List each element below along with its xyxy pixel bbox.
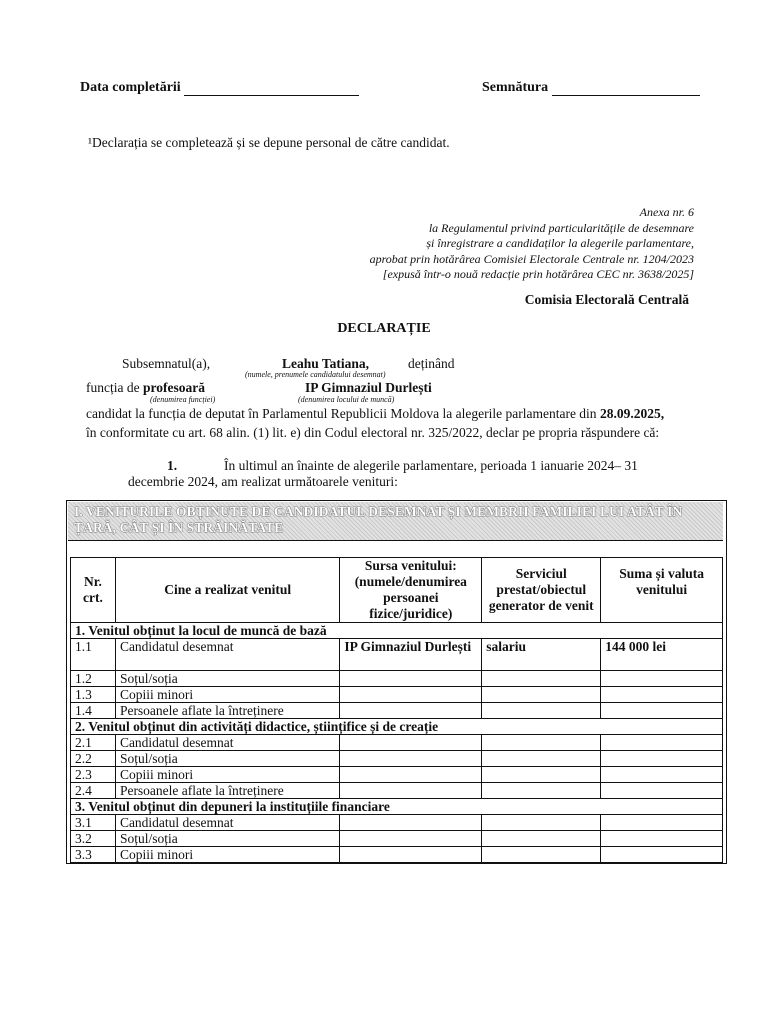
row-amount[interactable] [601, 671, 723, 687]
header-who: Cine a realizat venitul [115, 558, 339, 623]
row-amount[interactable] [601, 767, 723, 783]
table-row [71, 815, 723, 831]
header-service: Serviciul prestat/obiectul generator de venit [482, 558, 601, 623]
table-row [71, 783, 723, 799]
row-who: Candidatul desemnat [115, 735, 339, 751]
row-source[interactable] [340, 783, 482, 799]
row-service[interactable] [482, 831, 601, 847]
row-who: Copiii minori [115, 687, 339, 703]
row-amount[interactable] [601, 815, 723, 831]
issuing-authority: Comisia Electorală Centrală [524, 292, 689, 307]
row-service[interactable] [482, 687, 601, 703]
item-text-line1: În ultimul an înainte de alegerile parlamentare, perioada 1 ianuarie 2024– 31 [224, 458, 638, 473]
item-number: 1. [167, 458, 178, 473]
row-number: 3.1 [71, 815, 116, 831]
section-heading: 1. Venitul obținut la locul de muncă de bază [71, 623, 723, 639]
row-amount[interactable] [601, 831, 723, 847]
row-number: 1.4 [71, 703, 116, 719]
document-title: DECLARAȚIE [337, 321, 431, 336]
signature-label: Semnătura [482, 80, 549, 95]
row-who: Candidatul desemnat [115, 639, 339, 671]
section-banner-text: I. VENITURILE OBȚINUTE DE CANDIDATUL DESEMNAT ȘI MEMBRII FAMILIEI LUI ATÂT ÎN ȚARĂ, CÂT ȘI ÎN STRĂINĂTATE [74, 504, 683, 535]
table-row [71, 687, 723, 703]
table-row [71, 703, 723, 719]
row-source[interactable] [340, 831, 482, 847]
row-service[interactable] [482, 671, 601, 687]
row-source[interactable]: IP Gimnaziul Durlești [340, 639, 482, 671]
row-who: Copiii minori [115, 847, 339, 863]
position-caption: (denumirea funcției) [150, 395, 216, 404]
date-blank[interactable] [184, 81, 359, 96]
footnote: ¹Declarația se completează și se depune personal de către candidat. [88, 135, 450, 150]
candidate-workplace[interactable]: IP Gimnaziul Durlești [305, 380, 432, 395]
section-heading: 2. Venitul obținut din activități didactice, științifice și de creație [71, 719, 723, 735]
section-row [71, 799, 723, 815]
election-date: 28.09.2025, [599, 406, 665, 421]
table-row [71, 847, 723, 863]
item-text-line2: decembrie 2024, am realizat următoarele venituri: [128, 474, 398, 489]
row-who: Soțul/soția [115, 831, 339, 847]
row-number: 1.3 [71, 687, 116, 703]
row-amount[interactable] [601, 783, 723, 799]
row-amount[interactable] [601, 751, 723, 767]
signature-blank[interactable] [552, 81, 700, 96]
income-table [70, 557, 723, 863]
header-nr: Nr. crt. [71, 558, 116, 623]
row-number: 3.3 [71, 847, 116, 863]
annex-line: aprobat prin hotărârea Comisiei Electorale Centrale nr. 1204/2023 [369, 251, 694, 266]
row-source[interactable] [340, 671, 482, 687]
annex-line: Anexa nr. 6 [639, 205, 694, 219]
table-row [71, 735, 723, 751]
annex-reference [274, 205, 694, 283]
date-field [80, 80, 359, 96]
position-line [86, 380, 205, 396]
section-row [71, 623, 723, 639]
row-amount[interactable] [601, 735, 723, 751]
row-number: 2.3 [71, 767, 116, 783]
row-service[interactable] [482, 783, 601, 799]
function-label: funcția de [86, 380, 140, 395]
workplace-caption: (denumirea locului de muncă) [298, 395, 395, 404]
row-number: 3.2 [71, 831, 116, 847]
row-source[interactable] [340, 847, 482, 863]
candidate-statement [86, 406, 664, 422]
row-service[interactable] [482, 815, 601, 831]
row-who: Soțul/soția [115, 751, 339, 767]
row-who: Soțul/soția [115, 671, 339, 687]
section-row [71, 719, 723, 735]
row-who: Persoanele aflate la întreținere [115, 703, 339, 719]
header-amount: Suma și valuta venitului [601, 558, 723, 623]
row-source[interactable] [340, 751, 482, 767]
table-row [71, 671, 723, 687]
row-source[interactable] [340, 735, 482, 751]
header-source: Sursa venitului: (numele/denumirea persoanei fizice/juridice) [340, 558, 482, 623]
row-service[interactable] [482, 751, 601, 767]
name-caption: (numele, prenumele candidatului desemnat) [245, 370, 386, 379]
row-amount[interactable] [601, 687, 723, 703]
candidate-text: candidat la funcția de deputat în Parlamentul Republicii Moldova la alegerile parlamentare din [86, 406, 597, 421]
row-who: Copiii minori [115, 767, 339, 783]
row-number: 2.2 [71, 751, 116, 767]
row-amount[interactable] [601, 703, 723, 719]
detinand-label: deținând [408, 356, 455, 371]
row-service[interactable] [482, 703, 601, 719]
row-source[interactable] [340, 703, 482, 719]
table-row [71, 767, 723, 783]
table-row [71, 831, 723, 847]
candidate-position[interactable]: profesoară [142, 380, 205, 395]
annex-line: și înregistrare a candidaților la alegerile parlamentare, [426, 236, 694, 250]
conformity-statement: în conformitate cu art. 68 alin. (1) lit. e) din Codul electoral nr. 325/2022, declar pe propria răspundere că: [86, 425, 660, 440]
row-number: 2.1 [71, 735, 116, 751]
section-banner [68, 502, 723, 541]
table-header-row [71, 558, 723, 623]
candidate-name[interactable]: Leahu Tatiana, [282, 356, 370, 371]
signature-field [482, 80, 700, 96]
date-label: Data completării [80, 80, 181, 95]
annex-line: la Regulamentul privind particularitățile de desemnare [428, 220, 694, 235]
row-amount[interactable] [601, 847, 723, 863]
row-number: 1.2 [71, 671, 116, 687]
row-service[interactable] [482, 847, 601, 863]
row-source[interactable] [340, 687, 482, 703]
row-amount[interactable]: 144 000 lei [601, 639, 723, 671]
row-service[interactable] [482, 735, 601, 751]
table-row [71, 639, 723, 671]
row-source[interactable] [340, 815, 482, 831]
section-heading: 3. Venitul obținut din depuneri la instituțiile financiare [71, 799, 723, 815]
row-source[interactable] [340, 767, 482, 783]
annex-line: [expusă într-o nouă redacție prin hotărârea CEC nr. 3638/2025] [382, 267, 694, 281]
row-service[interactable] [482, 767, 601, 783]
row-who: Candidatul desemnat [115, 815, 339, 831]
row-who: Persoanele aflate la întreținere [115, 783, 339, 799]
row-number: 2.4 [71, 783, 116, 799]
subsemnatul-label: Subsemnatul(a), [122, 356, 211, 371]
row-service[interactable]: salariu [482, 639, 601, 671]
row-number: 1.1 [71, 639, 116, 671]
table-row [71, 751, 723, 767]
